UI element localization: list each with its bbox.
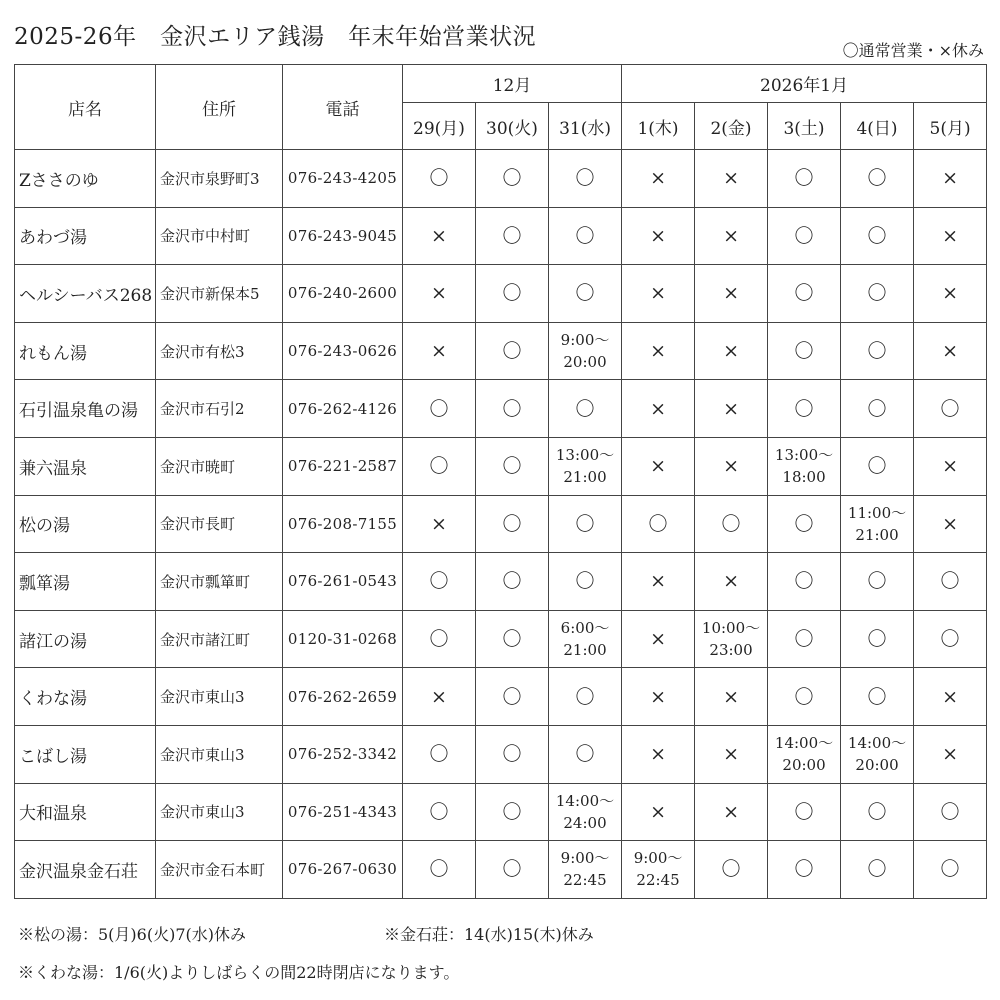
day-status: × — [622, 553, 695, 611]
day-status: 〇 — [476, 668, 549, 726]
day-status: × — [622, 150, 695, 208]
header-day: 1(木) — [622, 103, 695, 150]
header-day: 30(火) — [476, 103, 549, 150]
bathhouse-name: こばし湯 — [15, 725, 156, 783]
day-status: 〇 — [768, 610, 841, 668]
day-status: 14:00～ 20:00 — [768, 725, 841, 783]
day-status: 〇 — [841, 783, 914, 841]
day-status: 〇 — [476, 553, 549, 611]
day-status: 〇 — [403, 841, 476, 899]
day-status: 13:00～ 21:00 — [549, 437, 622, 495]
day-status: × — [622, 322, 695, 380]
day-status: 〇 — [914, 841, 987, 899]
day-status: × — [622, 380, 695, 438]
header-month-january: 2026年1月 — [622, 65, 987, 103]
day-status: 〇 — [476, 322, 549, 380]
bathhouse-phone: 076-243-0626 — [283, 322, 403, 380]
table-row — [15, 668, 987, 726]
bathhouse-name: あわづ湯 — [15, 207, 156, 265]
header-day: 3(土) — [768, 103, 841, 150]
day-status: 〇 — [403, 150, 476, 208]
day-status: 〇 — [768, 668, 841, 726]
bathhouse-phone: 076-240-2600 — [283, 265, 403, 323]
day-status: 〇 — [403, 725, 476, 783]
header-day: 29(月) — [403, 103, 476, 150]
day-status: 6:00～ 21:00 — [549, 610, 622, 668]
day-status: 11:00～ 21:00 — [841, 495, 914, 553]
day-status: × — [695, 207, 768, 265]
day-status: 〇 — [549, 207, 622, 265]
bathhouse-name: れもん湯 — [15, 322, 156, 380]
bathhouse-name: くわな湯 — [15, 668, 156, 726]
schedule-table — [14, 64, 987, 899]
table-row — [15, 783, 987, 841]
day-status: × — [914, 265, 987, 323]
bathhouse-phone: 076-252-3342 — [283, 725, 403, 783]
header-month-december: 12月 — [403, 65, 622, 103]
bathhouse-phone: 076-267-0630 — [283, 841, 403, 899]
day-status: × — [622, 783, 695, 841]
day-status: × — [622, 207, 695, 265]
bathhouse-phone: 076-243-4205 — [283, 150, 403, 208]
day-status: × — [695, 783, 768, 841]
bathhouse-name: 大和温泉 — [15, 783, 156, 841]
header-day: 2(金) — [695, 103, 768, 150]
page-title: 2025-26年 金沢エリア銭湯 年末年始営業状況 — [14, 24, 537, 50]
day-status: × — [695, 265, 768, 323]
day-status: × — [622, 265, 695, 323]
bathhouse-phone: 076-243-9045 — [283, 207, 403, 265]
bathhouse-name: Zささのゆ — [15, 150, 156, 208]
day-status: × — [695, 322, 768, 380]
header-name: 店名 — [15, 65, 156, 150]
day-status: × — [914, 322, 987, 380]
day-status: 〇 — [841, 380, 914, 438]
table-row — [15, 265, 987, 323]
day-status: 〇 — [549, 553, 622, 611]
bathhouse-name: 瓢箪湯 — [15, 553, 156, 611]
table-row — [15, 150, 987, 208]
day-status: 〇 — [476, 610, 549, 668]
day-status: 〇 — [476, 380, 549, 438]
table-row — [15, 437, 987, 495]
day-status: 〇 — [841, 553, 914, 611]
day-status: 〇 — [476, 437, 549, 495]
day-status: 〇 — [695, 841, 768, 899]
bathhouse-address: 金沢市中村町 — [156, 207, 283, 265]
day-status: 〇 — [549, 668, 622, 726]
day-status: × — [914, 150, 987, 208]
table-row — [15, 322, 987, 380]
table-row — [15, 495, 987, 553]
bathhouse-address: 金沢市泉野町3 — [156, 150, 283, 208]
day-status: 〇 — [914, 553, 987, 611]
day-status: 9:00～ 22:45 — [549, 841, 622, 899]
day-status: × — [622, 610, 695, 668]
day-status: 〇 — [695, 495, 768, 553]
day-status: 〇 — [403, 380, 476, 438]
day-status: × — [695, 437, 768, 495]
bathhouse-phone: 0120-31-0268 — [283, 610, 403, 668]
day-status: 〇 — [768, 265, 841, 323]
bathhouse-address: 金沢市東山3 — [156, 783, 283, 841]
day-status: × — [622, 668, 695, 726]
day-status: 13:00～ 18:00 — [768, 437, 841, 495]
day-status: 14:00～ 24:00 — [549, 783, 622, 841]
bathhouse-address: 金沢市諸江町 — [156, 610, 283, 668]
table-row — [15, 553, 987, 611]
day-status: 〇 — [476, 725, 549, 783]
day-status: 〇 — [476, 841, 549, 899]
day-status: 〇 — [549, 725, 622, 783]
bathhouse-name: 兼六温泉 — [15, 437, 156, 495]
day-status: × — [403, 207, 476, 265]
table-row — [15, 610, 987, 668]
day-status: × — [914, 437, 987, 495]
day-status: × — [403, 322, 476, 380]
bathhouse-address: 金沢市瓢箪町 — [156, 553, 283, 611]
day-status: 〇 — [841, 150, 914, 208]
day-status: 〇 — [549, 265, 622, 323]
table-row — [15, 725, 987, 783]
legend: 〇通常営業・×休み — [842, 41, 984, 60]
day-status: 9:00～ 20:00 — [549, 322, 622, 380]
bathhouse-address: 金沢市長町 — [156, 495, 283, 553]
table-row — [15, 380, 987, 438]
day-status: 〇 — [841, 322, 914, 380]
day-status: × — [914, 495, 987, 553]
bathhouse-address: 金沢市石引2 — [156, 380, 283, 438]
bathhouse-name: 松の湯 — [15, 495, 156, 553]
header-phone: 電話 — [283, 65, 403, 150]
day-status: × — [695, 668, 768, 726]
bathhouse-address: 金沢市暁町 — [156, 437, 283, 495]
day-status: 〇 — [476, 783, 549, 841]
day-status: × — [403, 265, 476, 323]
day-status: × — [622, 725, 695, 783]
bathhouse-address: 金沢市有松3 — [156, 322, 283, 380]
note-matsunoyu: ※松の湯：5(月)6(火)7(水)休み — [18, 925, 246, 944]
day-status: 〇 — [403, 610, 476, 668]
day-status: × — [695, 150, 768, 208]
day-status: 〇 — [476, 265, 549, 323]
day-status: 〇 — [403, 553, 476, 611]
day-status: 〇 — [549, 380, 622, 438]
day-status: × — [914, 668, 987, 726]
bathhouse-phone: 076-221-2587 — [283, 437, 403, 495]
note-kuwanayu: ※くわな湯：1/6(火)よりしばらくの間22時閉店になります。 — [18, 963, 460, 982]
day-status: 〇 — [549, 495, 622, 553]
day-status: × — [914, 207, 987, 265]
day-status: × — [695, 725, 768, 783]
day-status: 〇 — [768, 150, 841, 208]
day-status: × — [622, 437, 695, 495]
bathhouse-address: 金沢市東山3 — [156, 668, 283, 726]
day-status: 〇 — [768, 380, 841, 438]
day-status: 〇 — [768, 322, 841, 380]
bathhouse-name: 諸江の湯 — [15, 610, 156, 668]
day-status: 〇 — [476, 495, 549, 553]
bathhouse-phone: 076-262-4126 — [283, 380, 403, 438]
bathhouse-name: 金沢温泉金石荘 — [15, 841, 156, 899]
day-status: 〇 — [768, 495, 841, 553]
day-status: 〇 — [841, 841, 914, 899]
bathhouse-phone: 076-251-4343 — [283, 783, 403, 841]
bathhouse-address: 金沢市東山3 — [156, 725, 283, 783]
day-status: 〇 — [841, 265, 914, 323]
header-day: 4(日) — [841, 103, 914, 150]
bathhouse-name: ヘルシーバス268 — [15, 265, 156, 323]
day-status: 〇 — [841, 668, 914, 726]
header-day: 5(月) — [914, 103, 987, 150]
table-row — [15, 207, 987, 265]
bathhouse-address: 金沢市新保本5 — [156, 265, 283, 323]
header-address: 住所 — [156, 65, 283, 150]
day-status: × — [403, 495, 476, 553]
day-status: 〇 — [914, 610, 987, 668]
day-status: × — [695, 380, 768, 438]
day-status: 〇 — [841, 207, 914, 265]
note-kanaishiso: ※金石荘：14(水)15(木)休み — [384, 925, 594, 944]
day-status: 〇 — [768, 207, 841, 265]
day-status: 〇 — [403, 783, 476, 841]
bathhouse-name: 石引温泉亀の湯 — [15, 380, 156, 438]
bathhouse-address: 金沢市金石本町 — [156, 841, 283, 899]
day-status: 10:00～ 23:00 — [695, 610, 768, 668]
day-status: 〇 — [768, 553, 841, 611]
day-status: 14:00～ 20:00 — [841, 725, 914, 783]
day-status: 〇 — [914, 380, 987, 438]
table-row — [15, 841, 987, 899]
day-status: 〇 — [768, 841, 841, 899]
day-status: 〇 — [403, 437, 476, 495]
day-status: × — [403, 668, 476, 726]
bathhouse-phone: 076-262-2659 — [283, 668, 403, 726]
bathhouse-phone: 076-208-7155 — [283, 495, 403, 553]
day-status: 〇 — [476, 207, 549, 265]
day-status: 〇 — [476, 150, 549, 208]
day-status: 〇 — [914, 783, 987, 841]
day-status: 9:00～ 22:45 — [622, 841, 695, 899]
bathhouse-phone: 076-261-0543 — [283, 553, 403, 611]
header-day: 31(水) — [549, 103, 622, 150]
day-status: × — [695, 553, 768, 611]
day-status: 〇 — [622, 495, 695, 553]
day-status: 〇 — [768, 783, 841, 841]
day-status: × — [914, 725, 987, 783]
day-status: 〇 — [841, 437, 914, 495]
day-status: 〇 — [841, 610, 914, 668]
day-status: 〇 — [549, 150, 622, 208]
